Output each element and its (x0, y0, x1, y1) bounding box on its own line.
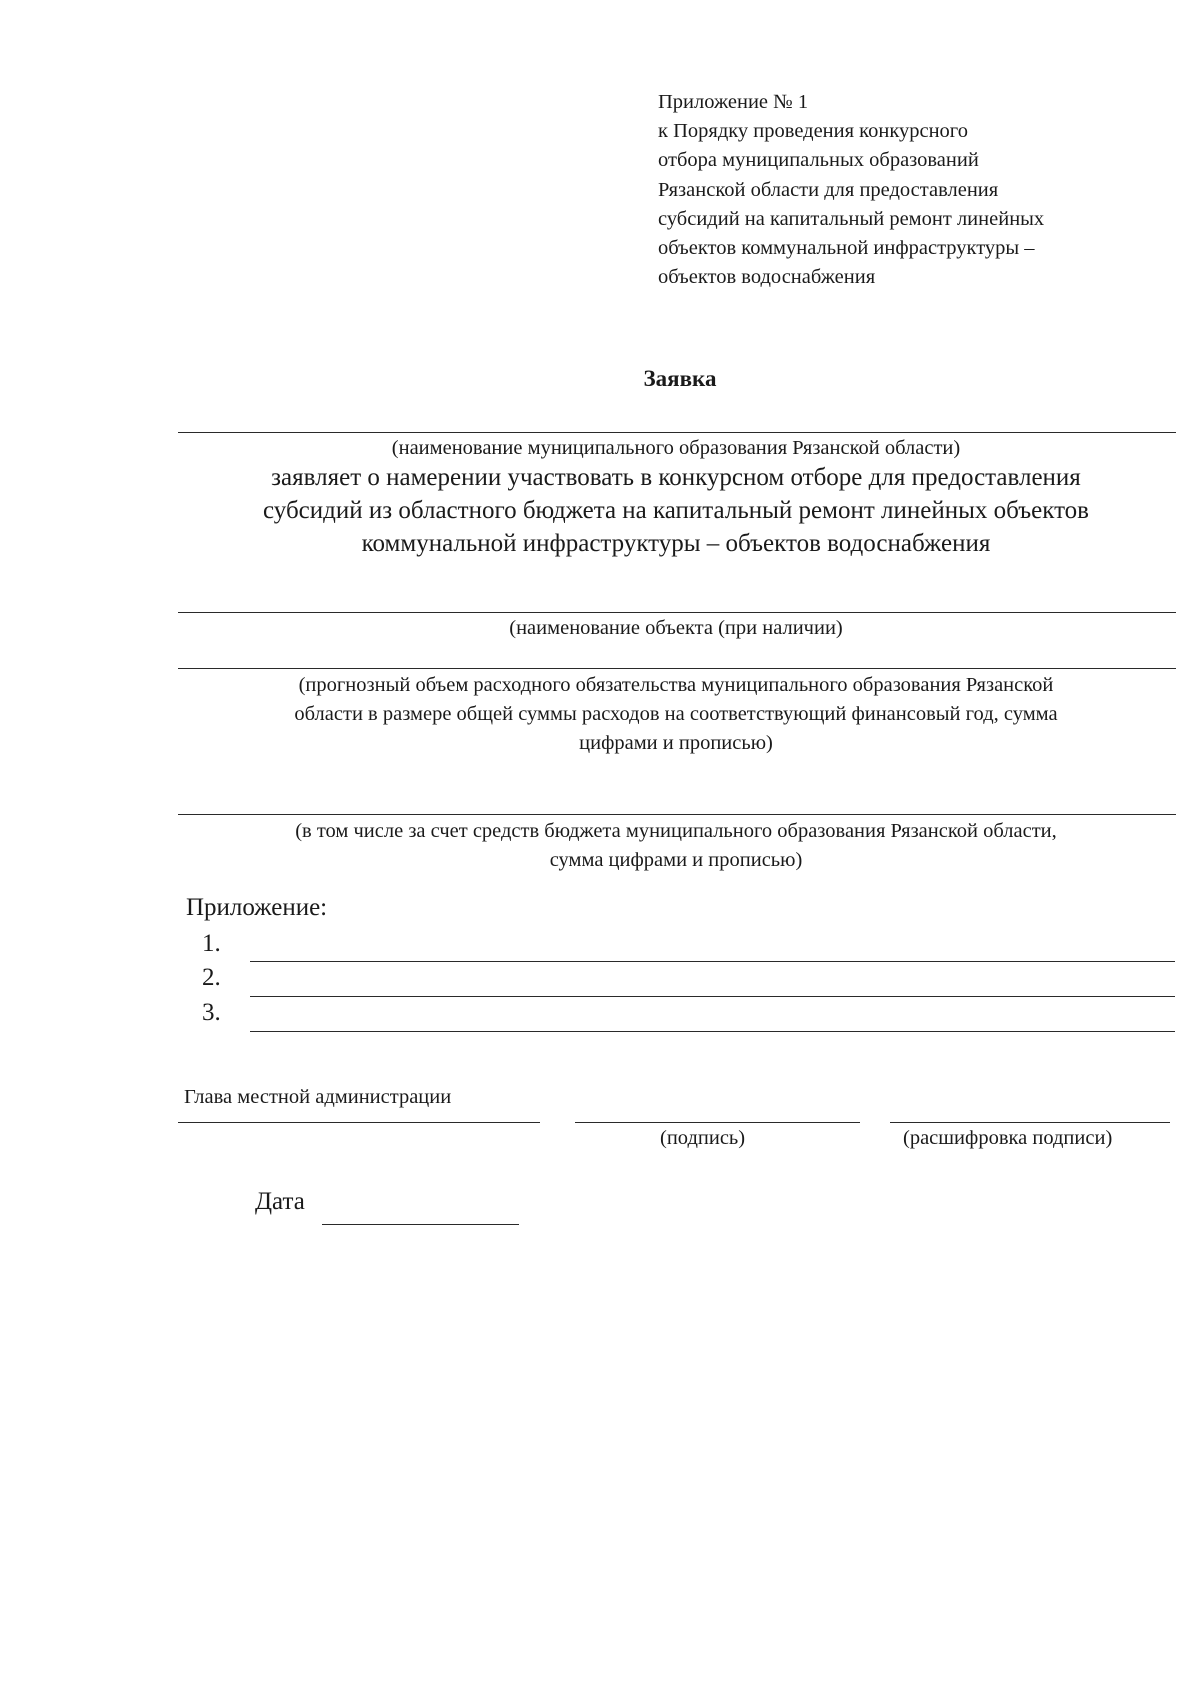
statement-text (176, 461, 1176, 560)
attachment-number: 2. (202, 964, 221, 991)
object-caption: (наименование объекта (при наличии) (509, 617, 843, 639)
attachment-line (250, 1031, 1175, 1032)
forecast-caption-line: цифрами и прописью) (579, 732, 773, 754)
statement-line: коммунальной инфраструктуры – объектов водоснабжения (361, 530, 991, 557)
municipality-caption: (наименование муниципального образования Рязанской области) (391, 437, 961, 459)
local-budget-amount-line (178, 814, 1176, 815)
header-line: субсидий на капитальный ремонт линейных (658, 207, 1045, 230)
position-line (178, 1122, 540, 1123)
statement-line: заявляет о намерении участвовать в конкурсном отборе для предоставления (271, 464, 1081, 491)
signature-decoding-line (890, 1122, 1170, 1123)
header-line: отбора муниципальных образований (658, 149, 979, 172)
header-line: Рязанской области для предоставления (658, 178, 999, 201)
attachment-number: 3. (202, 999, 221, 1026)
local-budget-caption-line: сумма цифрами и прописью) (549, 849, 803, 871)
attachment-line (250, 961, 1175, 962)
attachment-line (250, 996, 1175, 997)
forecast-caption-line: (прогнозный объем расходного обязательства муниципального образования Рязанской (298, 674, 1054, 696)
header-line: к Порядку проведения конкурсного (658, 120, 968, 143)
forecast-amount-line (178, 668, 1176, 669)
object-name-line (178, 612, 1176, 613)
header-line: Приложение № 1 (658, 91, 809, 113)
appendix-header-note (658, 88, 1178, 292)
forecast-caption (176, 671, 1176, 758)
signature-caption: (подпись) (660, 1127, 746, 1149)
statement-line: субсидий из областного бюджета на капитальный ремонт линейных объектов (263, 497, 1089, 524)
local-budget-caption-line: (в том числе за счет средств бюджета муниципального образования Рязанской области, (295, 820, 1057, 842)
position-label: Глава местной администрации (184, 1086, 452, 1108)
document-title: Заявка (643, 366, 717, 391)
attachments-title: Приложение: (186, 894, 328, 921)
signature-decoding-caption: (расшифровка подписи) (903, 1127, 1113, 1149)
date-label: Дата (255, 1188, 305, 1215)
header-line: объектов коммунальной инфраструктуры – (658, 237, 1035, 260)
forecast-caption-line: области в размере общей суммы расходов на соответствующий финансовый год, сумма (294, 703, 1058, 725)
municipality-name-line (178, 432, 1176, 433)
header-line: объектов водоснабжения (658, 266, 876, 289)
attachment-number: 1. (202, 930, 221, 957)
local-budget-caption (176, 817, 1176, 875)
signature-line (575, 1122, 860, 1123)
date-line (322, 1224, 519, 1225)
